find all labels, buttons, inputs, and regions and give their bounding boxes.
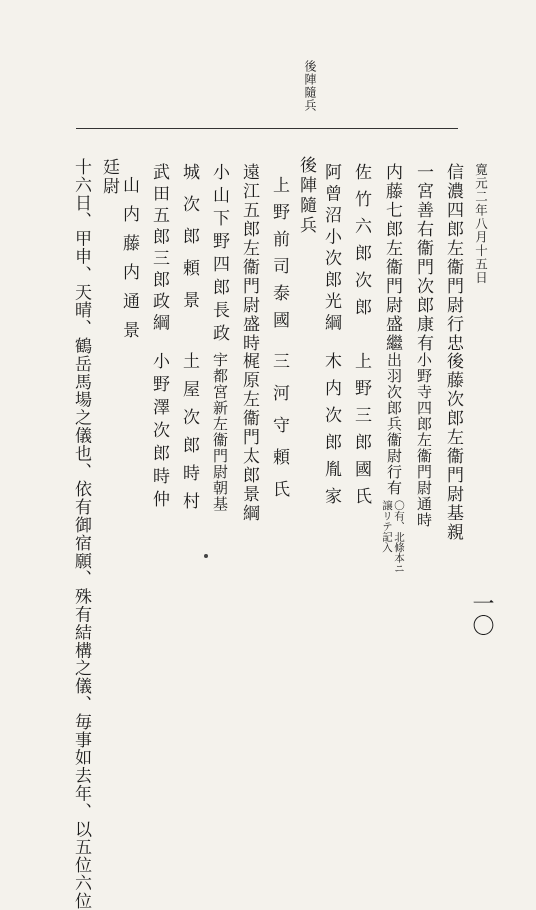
attendant-name: 木内次郎胤家 bbox=[321, 352, 341, 514]
attendant-name: 上野三郎國氏 bbox=[351, 352, 371, 514]
attendant-name: 佐竹六郎次郎 bbox=[351, 163, 371, 325]
attendant-name: 小野寺四郎左衞門尉通時 bbox=[415, 352, 433, 528]
running-header: 後陣隨兵 bbox=[303, 60, 317, 112]
attendant-name: 土屋次郎時村 bbox=[179, 352, 199, 520]
section-heading: 後陣隨兵 bbox=[296, 156, 316, 236]
attendant-name: 梶原左衞門太郎景綱 bbox=[239, 352, 259, 523]
attendant-name: 山内藤内通景 bbox=[119, 176, 139, 350]
attendant-name: 宇都宮新左衞門尉朝基 bbox=[211, 352, 229, 512]
attendant-name: 一宮善右衞門次郎康有 bbox=[413, 163, 433, 353]
attendant-name: 小野澤次郎時仲 bbox=[149, 352, 169, 513]
attendant-name: 出羽次郎兵衞尉行有 bbox=[385, 352, 403, 496]
editorial-note: 譲リテ記入 bbox=[381, 500, 394, 553]
attendant-name: 信濃四郎左衞門尉行忠 bbox=[443, 163, 463, 353]
attendant-name: 武田五郎三郎政綱 bbox=[149, 163, 169, 335]
attendant-name: 遠江五郎左衞門尉盛時 bbox=[239, 163, 259, 353]
attendant-name: 内藤七郎左衞門尉盛繼 bbox=[382, 163, 402, 353]
attendant-name: 上野前司泰國 bbox=[269, 176, 289, 338]
attendant-name: 小山下野四郎長政 bbox=[209, 163, 229, 347]
entry-date: 寛元二年八月十五日 bbox=[473, 163, 489, 285]
editorial-note: 〇有、北條本ニ bbox=[393, 500, 406, 574]
ink-dot bbox=[204, 554, 208, 558]
page-number: 一〇 bbox=[469, 592, 494, 636]
header-rule bbox=[76, 128, 458, 129]
attendant-name: 阿曾沼小次郎光綱 bbox=[321, 163, 341, 335]
section-heading: 廷尉 bbox=[99, 158, 119, 196]
attendant-name: 三河守頼氏 bbox=[269, 352, 289, 512]
narrative-line: 十六日、甲申、天晴、鶴岳馬場之儀也、依有御宿願、殊有結構之儀、毎事如去年、以五位六位 bbox=[71, 158, 91, 910]
attendant-name: 後藤次郎左衞門尉基親 bbox=[443, 352, 463, 542]
attendant-name: 城次郎頼景 bbox=[179, 163, 199, 323]
